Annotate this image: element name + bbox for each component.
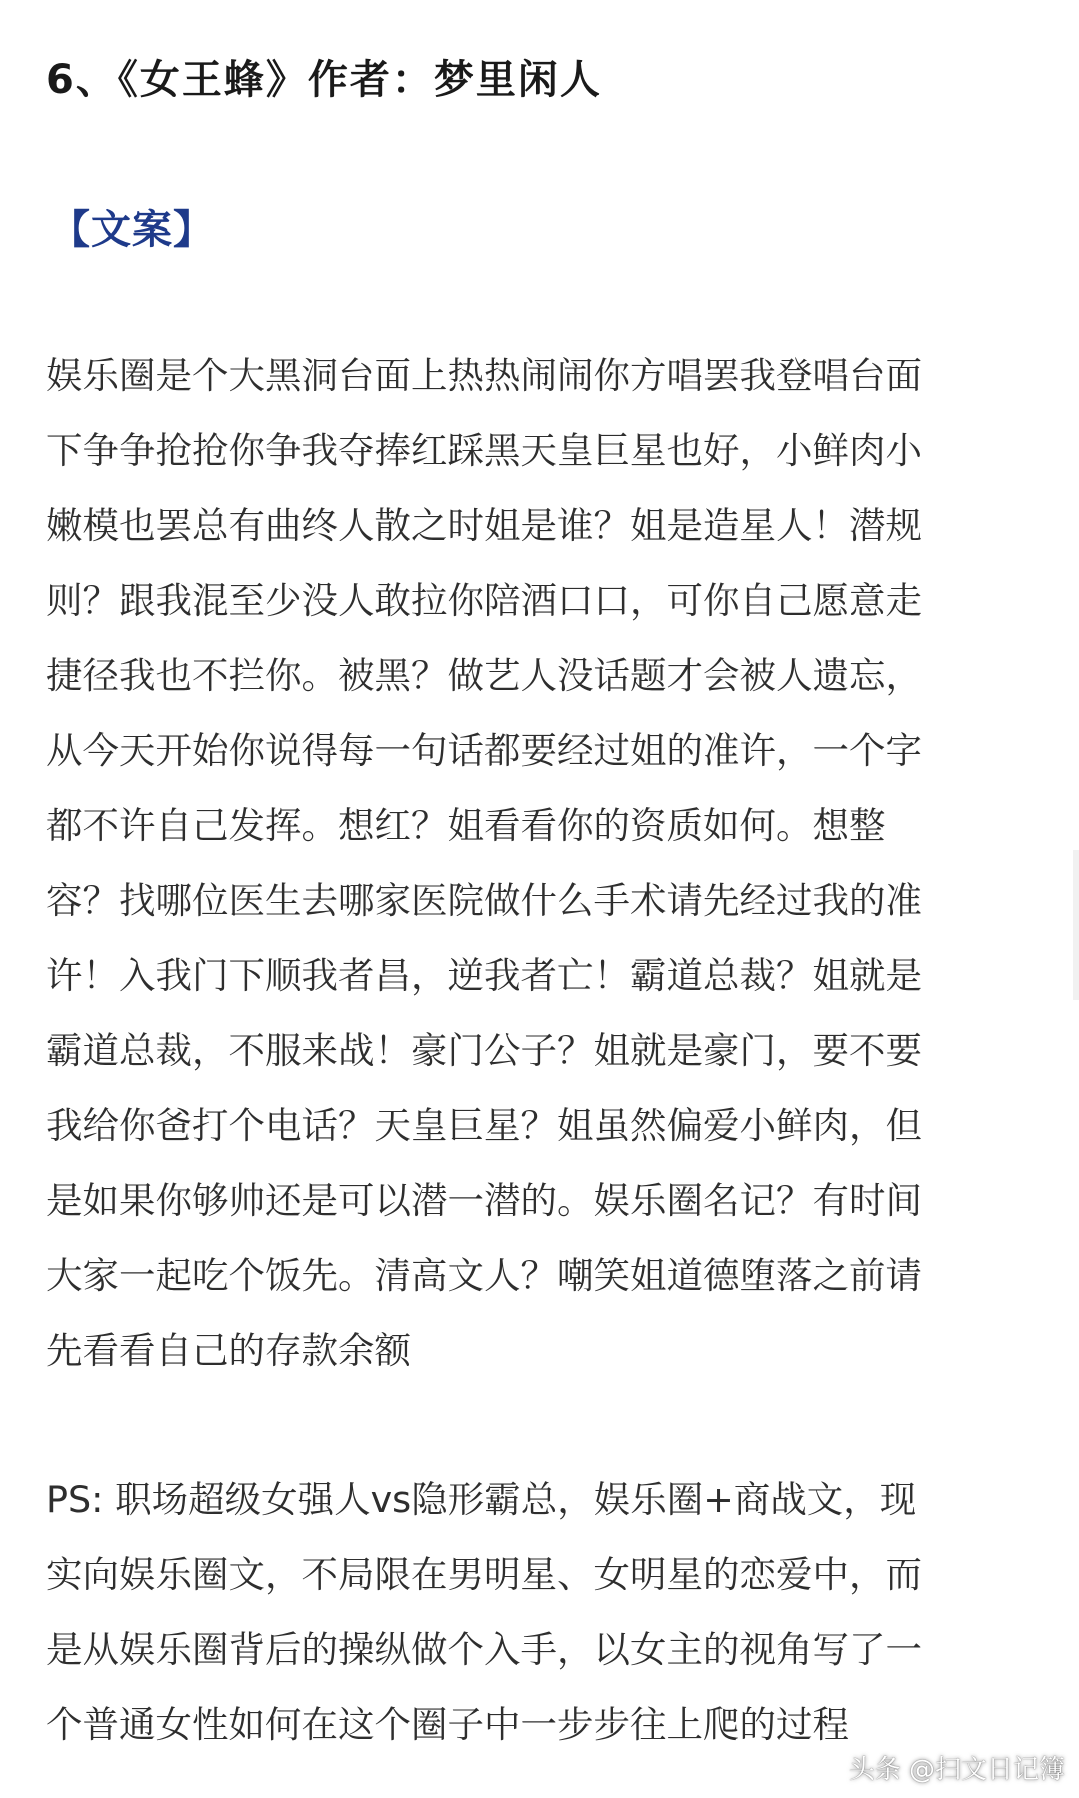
- paragraph-line: 从今天开始你说得每一句话都要经过姐的准许，一个字: [46, 729, 922, 772]
- synopsis-heading: 【文案】: [50, 207, 214, 253]
- paragraph-line: 捷径我也不拦你。被黑？做艺人没话题才会被人遗忘，: [46, 654, 922, 697]
- ps-paragraph: [46, 1462, 1036, 1762]
- paragraph-line: 是如果你够帅还是可以潜一潜的。娱乐圈名记？有时间: [46, 1179, 922, 1222]
- paragraph-line: 许！入我门下顺我者昌，逆我者亡！霸道总裁？姐就是: [46, 954, 922, 997]
- synopsis-paragraph: [46, 338, 1036, 1388]
- paragraph-line: 实向娱乐圈文，不局限在男明星、女明星的恋爱中，而: [46, 1553, 922, 1596]
- paragraph-line: PS: 职场超级女强人vs隐形霸总，娱乐圈+商战文，现: [46, 1478, 917, 1521]
- paragraph-line: 都不许自己发挥。想红？姐看看你的资质如何。想整: [46, 804, 886, 847]
- article-title: 6、《女王蜂》作者：梦里闲人: [46, 57, 602, 103]
- paragraph-line: 是从娱乐圈背后的操纵做个入手，以女主的视角写了一: [46, 1628, 922, 1671]
- paragraph-line: 个普通女性如何在这个圈子中一步步往上爬的过程: [46, 1703, 849, 1746]
- paragraph-line: 我给你爸打个电话？天皇巨星？姐虽然偏爱小鲜肉，但: [46, 1104, 922, 1147]
- paragraph-line: 容？找哪位医生去哪家医院做什么手术请先经过我的准: [46, 879, 922, 922]
- paragraph-line: 先看看自己的存款余额: [46, 1329, 411, 1372]
- scrollbar-track: [1073, 850, 1079, 1000]
- paragraph-line: 大家一起吃个饭先。清高文人？嘲笑姐道德堕落之前请: [46, 1254, 922, 1297]
- paragraph-line: 下争争抢抢你争我夺捧红踩黑天皇巨星也好，小鲜肉小: [46, 429, 922, 472]
- paragraph-line: 霸道总裁，不服来战！豪门公子？姐就是豪门，要不要: [46, 1029, 922, 1072]
- paragraph-line: 娱乐圈是个大黑洞台面上热热闹闹你方唱罢我登唱台面: [46, 354, 922, 397]
- watermark: 头条 @扫文日记簿: [848, 1755, 1065, 1785]
- paragraph-line: 嫩模也罢总有曲终人散之时姐是谁？姐是造星人！潜规: [46, 504, 922, 547]
- paragraph-line: 则？跟我混至少没人敢拉你陪酒口口，可你自己愿意走: [46, 579, 922, 622]
